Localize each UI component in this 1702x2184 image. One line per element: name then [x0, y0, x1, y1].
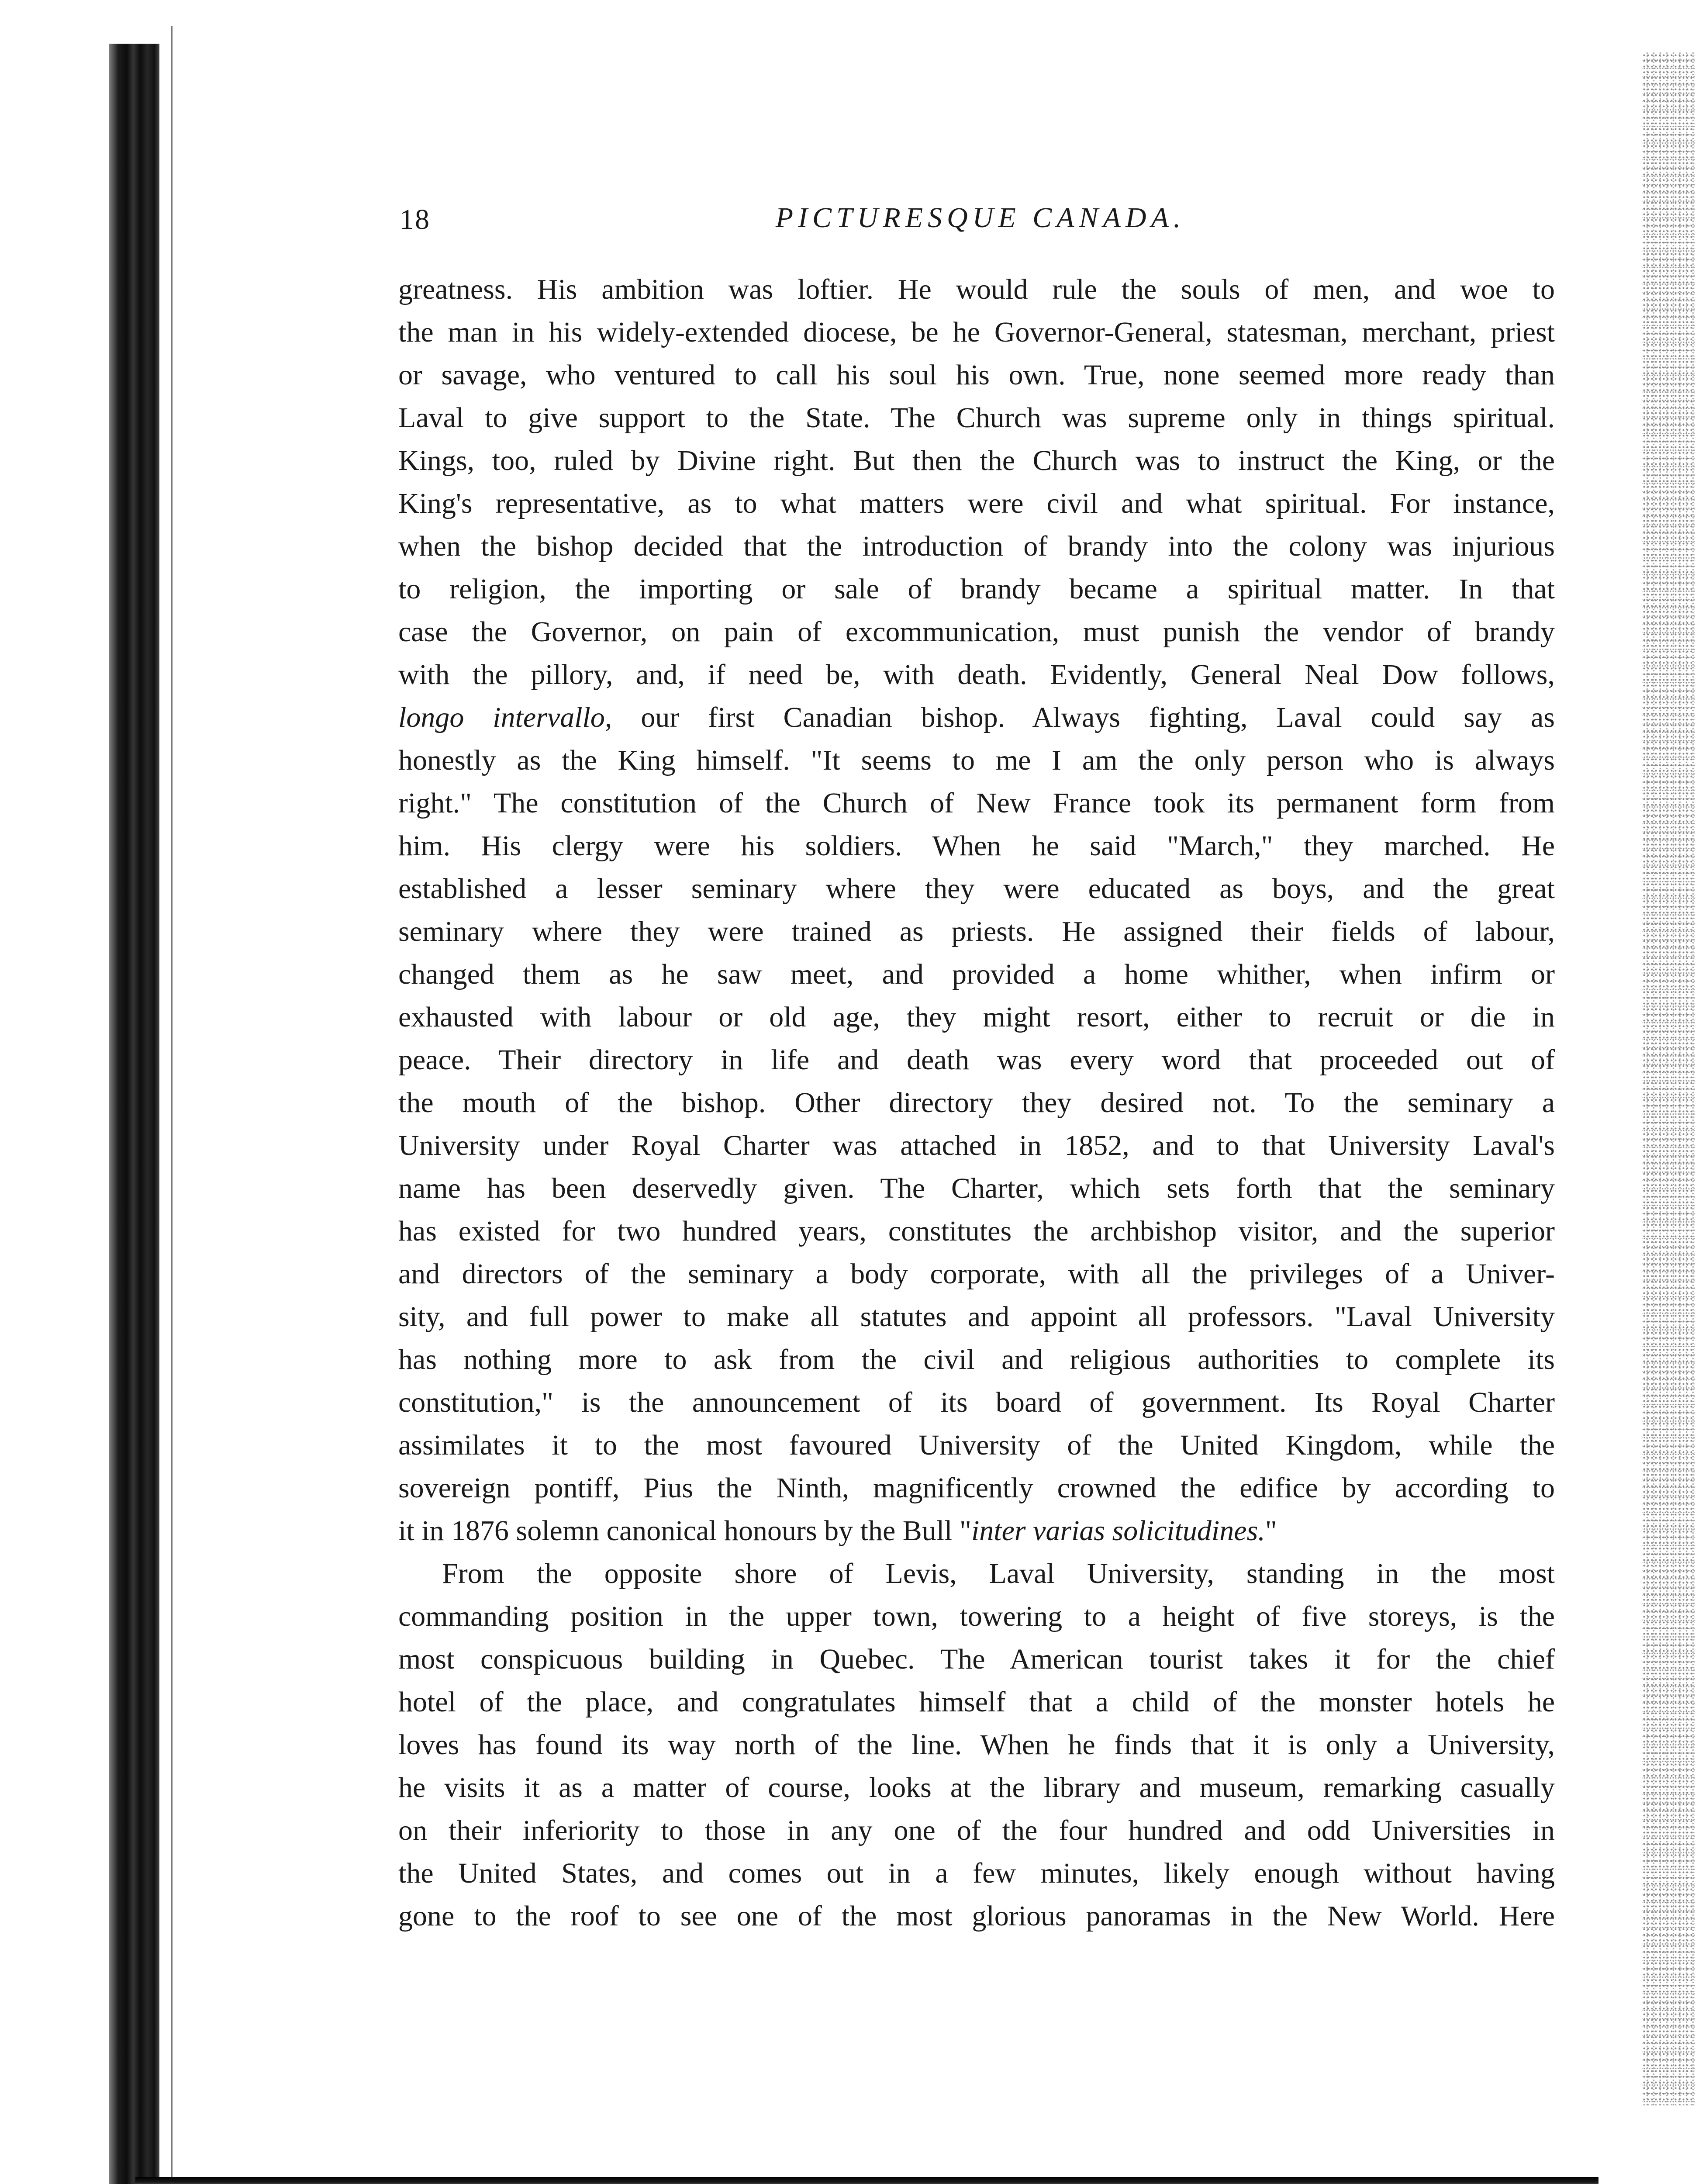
text-line: exhausted with labour or old age, they might resort, either to recruit or die in: [398, 1001, 1555, 1033]
text-line: case the Governor, on pain of excommunication, must punish the vendor of brandy: [398, 616, 1555, 648]
page-edge-speckle: [1642, 52, 1695, 2105]
text-segment: our first Canadian bishop. Always fighting, Laval could say as: [612, 702, 1555, 733]
text-line: Kings, too, ruled by Divine right. But then the Church was to instruct the King, or the: [398, 445, 1555, 477]
text-line: sovereign pontiff, Pius the Ninth, magnificently crowned the edifice by according to: [398, 1472, 1555, 1504]
page-number: 18: [400, 204, 430, 235]
text-line: Laval to give support to the State. The Church was supreme only in things spiritual.: [398, 402, 1555, 434]
text-line: the man in his widely-extended diocese, be he Governor-General, statesman, merchant, priest: [398, 316, 1555, 348]
text-line: on their inferiority to those in any one of the four hundred and odd Universities in: [398, 1814, 1555, 1846]
text-line: King's representative, as to what matters were civil and what spiritual. For instance,: [398, 487, 1555, 519]
text-line: assimilates it to the most favoured University of the United Kingdom, while the: [398, 1429, 1555, 1461]
text-line: to religion, the importing or sale of brandy became a spiritual matter. In that: [398, 573, 1555, 605]
text-line: with the pillory, and, if need be, with death. Evidently, General Neal Dow follows,: [398, 659, 1555, 691]
text-line: hotel of the place, and congratulates himself that a child of the monster hotels he: [398, 1686, 1555, 1718]
latin-phrase: longo intervallo,: [398, 702, 612, 733]
text-line: the mouth of the bishop. Other directory they desired not. To the seminary a: [398, 1087, 1555, 1119]
text-line: gone to the roof to see one of the most glorious panoramas in the New World. Here: [398, 1900, 1555, 1932]
text-line: has existed for two hundred years, constitutes the archbishop visitor, and the superior: [398, 1215, 1555, 1247]
text-line: greatness. His ambition was loftier. He would rule the souls of men, and woe to: [398, 273, 1555, 305]
text-segment: ": [1265, 1515, 1277, 1547]
text-line: most conspicuous building in Quebec. The American tourist takes it for the chief: [398, 1643, 1555, 1675]
text-line: the United States, and comes out in a few minutes, likely enough without having: [398, 1857, 1555, 1889]
text-line: loves has found its way north of the line. When he finds that it is only a University,: [398, 1729, 1555, 1761]
text-line: and directors of the seminary a body corporate, with all the privileges of a Univer-: [398, 1258, 1555, 1290]
paragraph-end-line: [398, 1510, 1555, 1552]
bottom-edge-rule: [135, 2177, 1598, 2184]
text-line: seminary where they were trained as priests. He assigned their fields of labour,: [398, 916, 1555, 947]
text-line: or savage, who ventured to call his soul his own. True, none seemed more ready than: [398, 359, 1555, 391]
text-line: changed them as he saw meet, and provided a home whither, when infirm or: [398, 958, 1555, 990]
binding-shadow-line: [171, 26, 173, 2184]
book-binding-edge: [109, 44, 159, 2184]
body-text: [398, 268, 1555, 1938]
text-line: constitution," is the announcement of its board of government. Its Royal Charter: [398, 1386, 1555, 1418]
text-line: him. His clergy were his soldiers. When he said "March," they marched. He: [398, 830, 1555, 862]
text-line: commanding position in the upper town, towering to a height of five storeys, is the: [398, 1600, 1555, 1632]
paragraph-start-line: From the opposite shore of Levis, Laval University, standing in the most: [442, 1558, 1555, 1590]
text-line: honestly as the King himself. "It seems to me I am the only person who is always: [398, 744, 1555, 776]
text-line: right." The constitution of the Church of New France took its permanent form from: [398, 787, 1555, 819]
latin-phrase: inter varias solicitudines.: [971, 1515, 1265, 1547]
text-segment: it in 1876 solemn canonical honours by the Bull ": [398, 1515, 971, 1547]
text-line: name has been deservedly given. The Charter, which sets forth that the seminary: [398, 1172, 1555, 1204]
text-line: sity, and full power to make all statutes and appoint all professors. "Laval University: [398, 1301, 1555, 1333]
text-line: peace. Their directory in life and death was every word that proceeded out of: [398, 1044, 1555, 1076]
text-line: established a lesser seminary where they were educated as boys, and the great: [398, 873, 1555, 905]
text-line-with-italic: [398, 696, 1555, 739]
running-title: PICTURESQUE CANADA.: [775, 202, 1186, 234]
text-line: when the bishop decided that the introduction of brandy into the colony was injurious: [398, 530, 1555, 562]
running-head: [400, 199, 1561, 251]
text-line: he visits it as a matter of course, looks at the library and museum, remarking casually: [398, 1772, 1555, 1804]
text-line: University under Royal Charter was attached in 1852, and to that University Laval's: [398, 1130, 1555, 1161]
text-line: has nothing more to ask from the civil and religious authorities to complete its: [398, 1344, 1555, 1375]
